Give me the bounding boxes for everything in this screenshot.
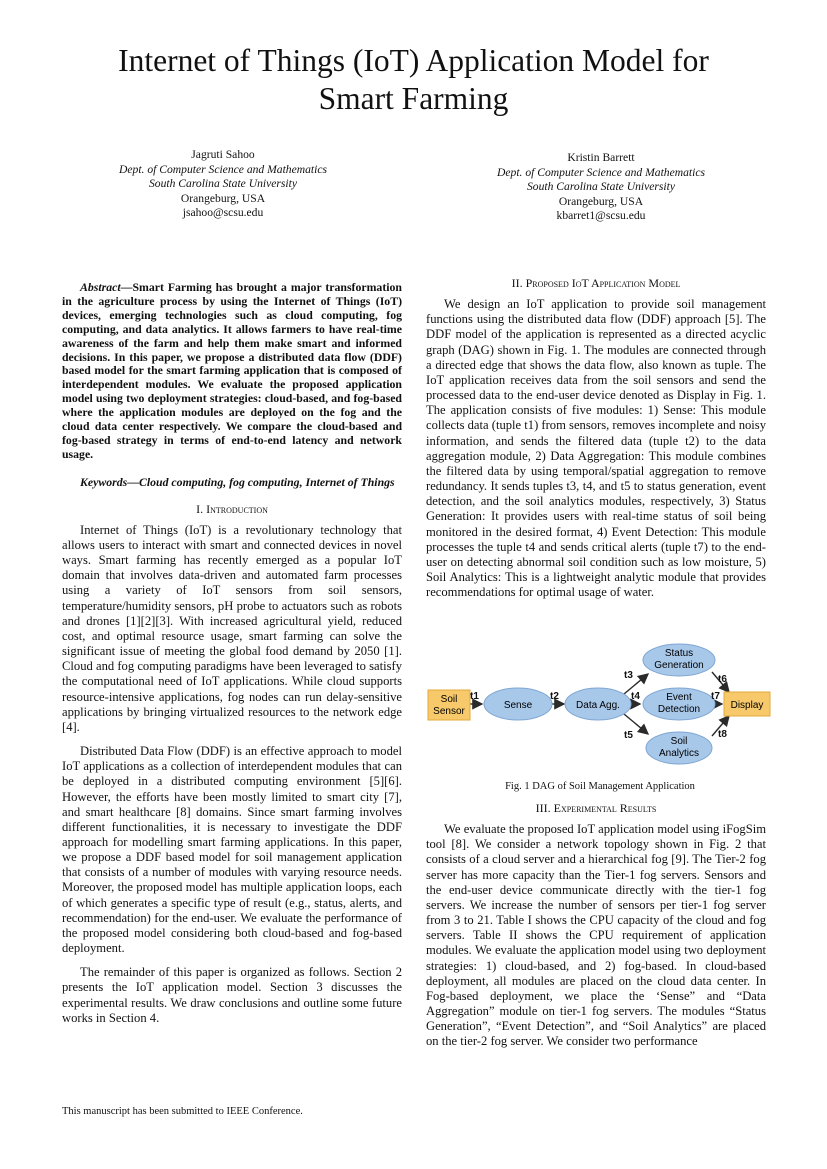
author-dept: Dept. of Computer Science and Mathematics (497, 165, 705, 179)
status-label: Generation (654, 660, 704, 671)
edge-label-t6: t6 (718, 674, 727, 685)
figure-caption: Fig. 1 DAG of Soil Management Application (505, 781, 695, 792)
display-label: Display (730, 700, 764, 711)
edge-label-t4: t4 (631, 691, 640, 702)
sense-label: Sense (503, 700, 533, 711)
soil-sensor-label: Sensor (433, 706, 465, 717)
results-paragraph: We evaluate the proposed IoT application model using iFogSim tool [8]. We consider a network topology shown in Fig. 2 that consists of a cloud server and a hierarchical fog [9]. The Tier-2 fog server has more capacity than the Tier-1 fog servers. Sensors and the end-user device communicate directly with the tier-1 fog servers. We increase the number of sensors per tier-1 fog server from 3 to 21. Table I shows the CPU capacity of the cloud and fog servers. Table II shows the CPU requirement of application modules. We evaluate the application model using two deployment strategies: 1) cloud-based, and 2) fog-based. In cloud-based deployment, all modules are placed on the cloud data center. In Fog-based deployment, we place the ‘Sense” and “Data Aggregation” module on tier-1 fog servers. The modules “Status Generation”, “Event Detection”, and “Soil Analytics” are placed on the tier-2 fog server. We consider two performance (426, 822, 766, 1049)
intro-paragraph-2: Distributed Data Flow (DDF) is an effective approach to model IoT applications as a collection of interdependent modules that can be deployed in a distributed computing environment [5][6]. However, the efforts have been mostly limited to smart city [7], and smart healthcare [8] domains. Since smart farming involves different functionalities, it is necessary to investigate the DDF approach for modelling smart farming applications. In this paper, we propose a DDF based model for soil management application that consists of a number of modules with varying resource needs. Moreover, the proposed model has multiple application loops, each of which generates a specific type of result (e.g., status, alerts, and recommendation) for the end-user. We evaluate the performance of the proposed model considering both cloud-based and fog-based deployment. (62, 744, 402, 956)
author-university: South Carolina State University (526, 180, 676, 193)
model-paragraph: We design an IoT application to provide soil management functions using the distributed data flow (DDF) approach [5]. The DDF model of the application is represented as a directed acyclic graph (DAG) shown in Fig. 1. The modules are connected through a directed edge that shows the data flow, also known as tuple. The IoT application receives data from the soil sensors and send the processed data to the end-user device denoted as Display in Fig. 1. The application consists of five modules: 1) Sense: This module collects data (tuple t1) from sensors, removes incomplete and noisy information, and sends the filtered data (tuple t2) to the data aggregation module, 2) Data Aggregation: This module combines the filtered data by using temporal/spatial aggregation to remove redundancy. It sends tuples t3, t4, and t5 to status generation, event detection, and the soil analytics modules, respectively, 3) Status Generation: It provides users with real-time status of soil being monitored in the desired format, 4) Event Detection: This module processes the tuple t4 and sends critical alerts (tuple t7) to the end-user on detecting abnormal soil condition such as low moisture, 5) Soil Analytics: This is a lightweight analytic module that provides recommendations for optimal usage of water. (426, 297, 766, 600)
status-label: Status (664, 648, 694, 659)
author-email: kbarret1@scsu.edu (556, 209, 646, 222)
soil-sensor-label: Soil (440, 694, 458, 705)
right-column-bottom (426, 797, 766, 1050)
abstract-label: Abstract (80, 280, 121, 294)
section-heading-introduction: I. Introduction (196, 501, 268, 516)
author-city: Orangeburg, USA (558, 194, 644, 208)
keywords: Keywords—Cloud computing, fog computing, Internet of Things (80, 474, 395, 489)
title-line-2: Smart Farming (318, 81, 509, 116)
footer-note: This manuscript has been submitted to IEEE Conference. (62, 1106, 303, 1117)
section-heading-results: III. Experimental Results (535, 801, 657, 815)
edge-label-t5: t5 (624, 730, 633, 741)
edge-label-t7: t7 (711, 691, 720, 702)
abstract (62, 281, 402, 462)
author-email: jsahoo@scsu.edu (182, 206, 264, 219)
edge-label-t8: t8 (718, 729, 727, 740)
edge-label-t2: t2 (550, 691, 559, 702)
edge-label-t1: t1 (470, 691, 479, 702)
author-block-2 (436, 151, 766, 224)
abstract-text: —Smart Farming has brought a major transformation in the agriculture process by using the Internet of Things (IoT) devices, emerging technologies such as cloud computing, fog computing, and data analytics. It allows farmers to have real-time awareness of the farm and help them make smart and informed decisions. In this paper, we propose a distributed data flow (DDF) based model for the smart farming application that is composed of interdependent modules. We evaluate the proposed application model using two deployment strategies: cloud-based, and fog-based where the application modules are deployed on the fog and the cloud data center respectively. We compare the cloud-based and fog-based strategy in terms of end-to-end latency and network usage. (62, 280, 402, 461)
author-name: Kristin Barrett (567, 151, 635, 164)
intro-paragraph-3: The remainder of this paper is organized as follows. Section 2 presents the IoT application model. Section 3 discusses the experimental results. We draw conclusions and outline some future works in Section 4. (62, 965, 402, 1025)
intro-paragraph-1: Internet of Things (IoT) is a revolutionary technology that allows users to interact with smart and connected devices in novel ways. Smart farming has recently emerged as a popular IoT domain that involves data-driven and automated farm processes using a variety of IoT sensors from soil sensors, temperature/humidity sensors, pH probe to actuators such as robots and drones [1][2][3]. With increased agricultural yield, reduced cost, and optimal resource usage, smart farming can solve the significant issue of meeting the global food demand by 2050 [1]. Cloud and fog computing paradigms have been leveraged to satisfy the computational need of IoT applications. While cloud supports resource-intensive applications, fog nodes can run delay-sensitive applications by bringing virtualized resources to the network edge [4]. (62, 522, 402, 734)
author-name: Jagruti Sahoo (191, 148, 255, 161)
analytics-label: Analytics (658, 748, 700, 759)
edge-label-t3: t3 (624, 670, 633, 681)
section-heading-model: II. Proposed IoT Application Model (511, 276, 681, 290)
event-label: Event (666, 692, 692, 703)
event-label: Detection (657, 704, 701, 715)
author-block-1 (58, 148, 388, 221)
paper-title (40, 42, 787, 118)
author-city: Orangeburg, USA (180, 191, 266, 205)
analytics-label: Soil (670, 736, 688, 747)
figure-dag (426, 642, 772, 772)
left-column (62, 281, 402, 1026)
author-university: South Carolina State University (148, 177, 298, 190)
title-line-1: Internet of Things (IoT) Application Model for (118, 43, 709, 78)
author-dept: Dept. of Computer Science and Mathematics (119, 162, 327, 176)
right-column-top (426, 274, 766, 600)
data-agg-label: Data Agg. (576, 700, 620, 711)
